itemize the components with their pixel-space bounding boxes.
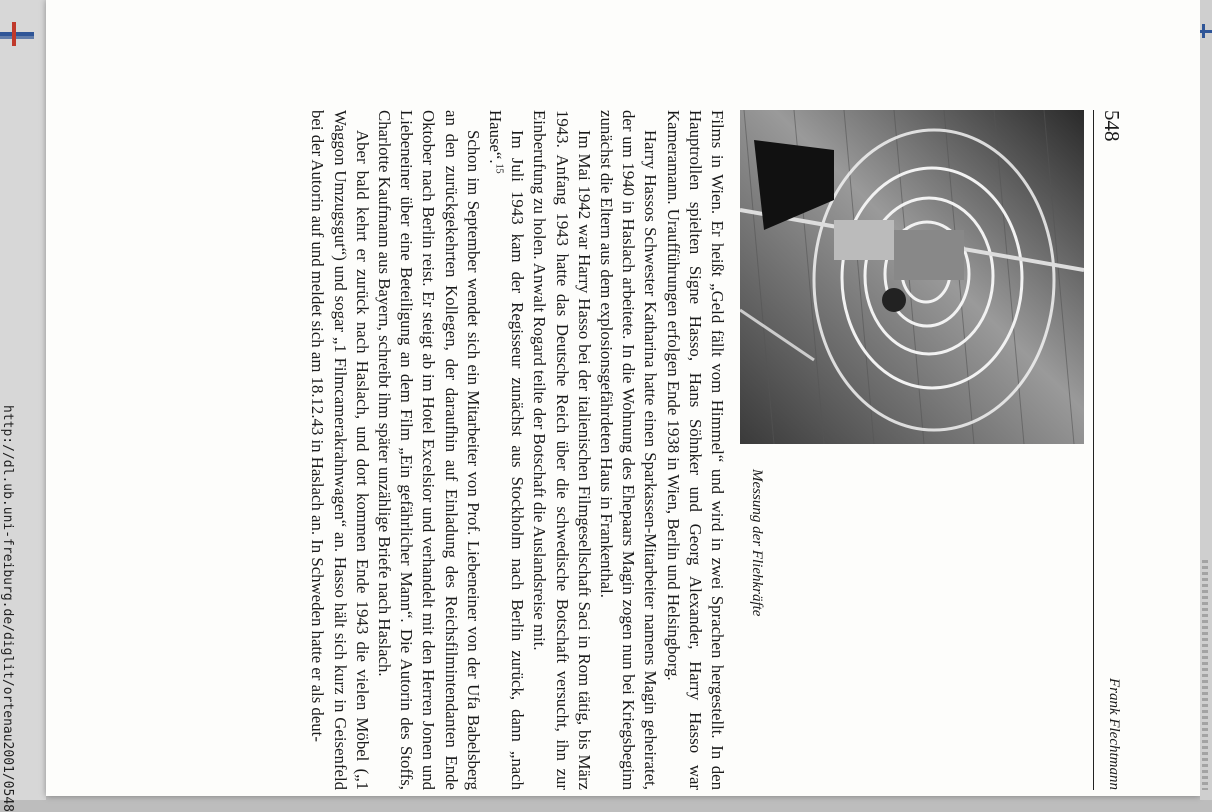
paragraph: Harry Hassos Schwester Katharina hatte einen Sparkassen-Mitarbeiter namens Magin geheiratet, der um 1940 in Haslach arbeitete. In die Wohnung des Ehepaars Magin zogen nun bei Kriegsbeginn zunächst die Eltern aus dem explosionsgefährdeten Haus in Frankenthal. bbox=[596, 110, 661, 790]
source-url-sidebar bbox=[0, 405, 16, 812]
running-head: Frank Flechtmann bbox=[1106, 677, 1122, 790]
viewer-left-margin bbox=[0, 0, 46, 812]
paragraph: Aber bald kehrt er zurück nach Haslach, und dort kommen Ende 1943 die vielen Möbel („1 Waggon Umzugsgut“) und sogar „1 Filmcamerakrahnwagen“ an. Hasso hält sich kurz in Geisenfeld bei der Autorin auf und meldet sich am 18.12.43 in Haslach an. In Schweden hatte er als deut- bbox=[308, 110, 372, 790]
paragraph-text: Im Juli 1943 kam der Regisseur zunächst aus Stockholm nach Berlin zurück, dann „nach Hause“. bbox=[485, 110, 528, 790]
paragraph: Im Mai 1942 war Harry Hasso bei der italienischen Filmgesellschaft Saci in Rom tätig, bis März 1943. Anfang 1943 hatte das Deutsche Reich über die schwedische Botschaft versucht, ihn zur Einberufung zu holen. Anwalt Rogard teilte der Botschaft die Auslandsreise mit. bbox=[530, 110, 594, 790]
library-flag-icon bbox=[0, 22, 34, 46]
page-header bbox=[1093, 110, 1130, 790]
footnote-reference[interactable]: 15 bbox=[493, 163, 505, 174]
page-number: 548 bbox=[1100, 110, 1124, 142]
figure-caption: Messung der Fliehkräfte bbox=[749, 469, 765, 617]
page-content bbox=[120, 110, 1130, 790]
paragraph bbox=[484, 110, 528, 790]
paragraph: Films in Wien. Er heißt „Geld fällt vom Himmel“ und wird in zwei Sprachen hergestellt. In den Hauptrollen spielten Signe Hasso, Hans Söhnker und Georg Alexander, Harry Hasso war Kameramann. Uraufführungen erfolgen Ende 1938 in Wien, Berlin und Helsingborg. bbox=[663, 110, 727, 790]
photo-centrifugal-measurement bbox=[740, 110, 1084, 444]
scan-edge bbox=[1202, 560, 1208, 790]
body-text bbox=[306, 110, 728, 790]
library-flag-icon bbox=[1200, 24, 1212, 38]
viewer-right-margin bbox=[1200, 0, 1212, 800]
paragraph: Schon im September wendet sich ein Mitarbeiter von Prof. Liebeneiner von der Ufa Babelsberg an den zurückgekehrten Kollegen, der daraufhin auf Einladung des Reichsfilmintendanten Ende Oktober nach Berlin reist. Er steigt ab im Hotel Excelsior und verhandelt mit den Herren Jonen und Liebeneiner über eine Beteiligung an dem Film „Ein gefährlicher Mann“. Die Autorin des Stoffs, Charlotte Kaufmann aus Bayern, schreibt ihm später unzählige Briefe nach Haslach. bbox=[374, 110, 483, 790]
source-url[interactable]: http://dl.ub.uni-freiburg.de/diglit/ortenau2001/0548 bbox=[0, 405, 15, 812]
photo-illustration bbox=[740, 110, 1084, 444]
